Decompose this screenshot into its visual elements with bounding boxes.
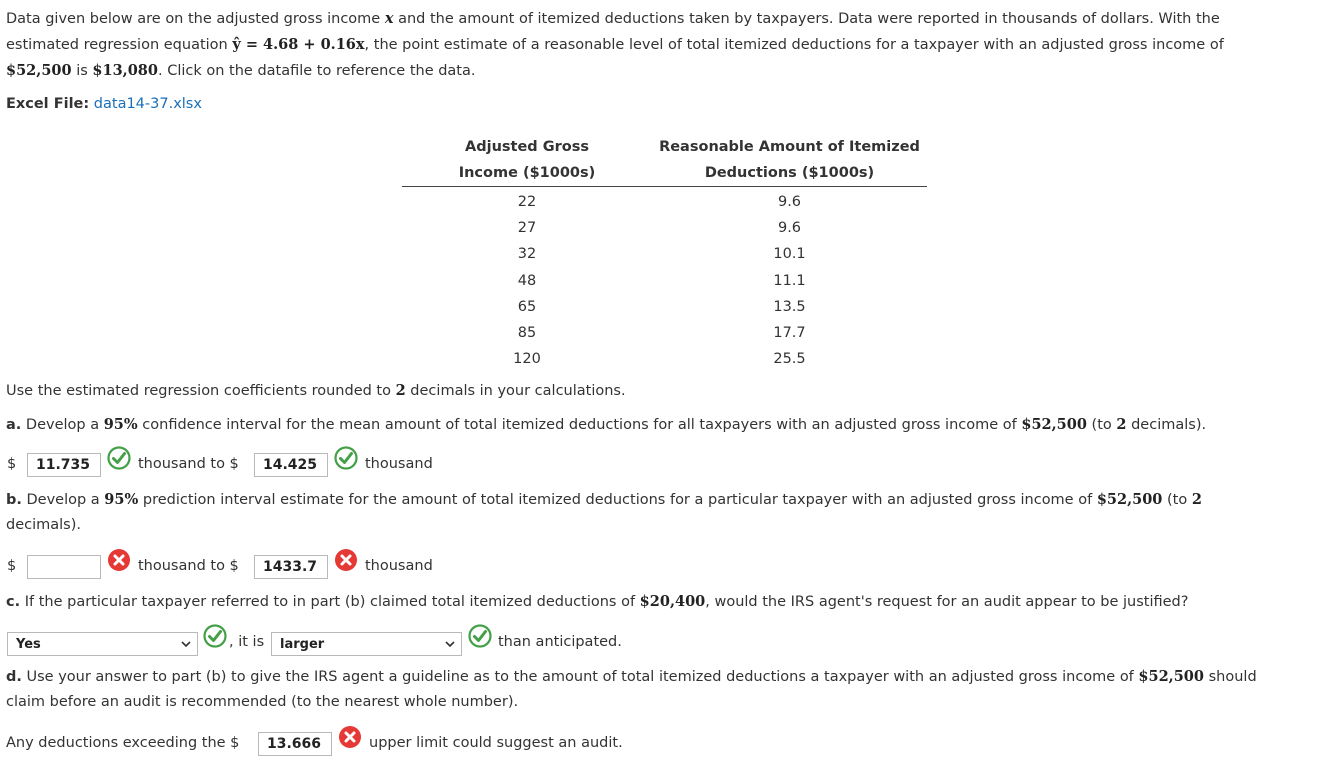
part-a-question xyxy=(6,416,1206,433)
table-cell: 13.5 xyxy=(773,298,806,315)
income-value: $52,500 xyxy=(1021,416,1087,433)
claimed-amount: $20,400 xyxy=(639,593,706,610)
excel-file-line xyxy=(6,96,202,112)
table-cell: 48 xyxy=(517,272,537,289)
select-value: Yes xyxy=(16,637,41,652)
question-text: should xyxy=(1204,669,1257,685)
income-value: $52,500 xyxy=(1096,491,1163,508)
unit-label: thousand xyxy=(365,558,433,574)
table-row xyxy=(402,294,927,320)
incorrect-x-icon xyxy=(338,725,362,749)
upper-limit-label: upper limit could suggest an audit. xyxy=(369,735,623,751)
to-label: thousand to $ xyxy=(138,558,239,574)
correct-check-icon xyxy=(203,624,227,648)
excel-file-label: Excel File: xyxy=(6,96,90,112)
table-cell: 32 xyxy=(517,246,537,263)
note-text: decimals in your calculations. xyxy=(405,383,626,399)
dollar-sign: $ xyxy=(7,456,17,472)
question-text: Develop a xyxy=(21,492,105,508)
intro-text: , the point estimate of a reasonable level of total itemized deductions for a taxpayer with an adjusted gross income of xyxy=(364,37,1224,53)
intro-line-3 xyxy=(6,62,476,79)
col1-header-line1: Adjusted Gross xyxy=(465,139,589,155)
incorrect-x-icon xyxy=(334,548,358,572)
comparison-select[interactable] xyxy=(271,632,462,656)
part-d-label: d. xyxy=(6,669,22,685)
than-anticipated-label: than anticipated. xyxy=(498,634,622,650)
decimals-value: 2 xyxy=(1191,491,1202,508)
question-text: decimals). xyxy=(1126,417,1207,433)
table-cell: 25.5 xyxy=(773,351,806,368)
pi-upper-input[interactable]: 1433.7 xyxy=(254,555,328,579)
incorrect-x-icon xyxy=(107,548,131,572)
to-label: thousand to $ xyxy=(138,456,239,472)
question-text: confidence interval for the mean amount of total itemized deductions for all taxpayers with an adjusted gross income of xyxy=(137,417,1022,433)
intro-line-1 xyxy=(6,10,1220,27)
part-c-question xyxy=(6,593,1188,610)
question-text: claim before an audit is recommended (to the nearest whole number). xyxy=(6,694,519,710)
confidence-level: 95% xyxy=(103,416,138,433)
select-value: larger xyxy=(280,637,325,652)
deductions-exceeding-label: Any deductions exceeding the $ xyxy=(6,735,240,751)
table-cell: 22 xyxy=(517,194,537,210)
regression-equation: ŷ = 4.68 + 0.16x xyxy=(232,36,365,53)
question-text: Develop a xyxy=(21,417,104,433)
confidence-level: 95% xyxy=(104,491,139,508)
question-text: If the particular taxpayer referred to in part (b) claimed total itemized deductions of xyxy=(20,594,640,610)
unit-label: thousand xyxy=(365,456,433,472)
note-text: Use the estimated regression coefficients rounded to xyxy=(6,383,396,399)
question-text: prediction interval estimate for the amount of total itemized deductions for a particular taxpayer with an adjusted gross income of xyxy=(138,492,1097,508)
question-text: Use your answer to part (b) to give the IRS agent a guideline as to the amount of total itemized deductions a taxpayer with an adjusted gross income of xyxy=(21,669,1139,685)
intro-text: and the amount of itemized deductions taken by taxpayers. Data were reported in thousands of dollars. With the xyxy=(393,11,1220,27)
intro-text: . Click on the datafile to reference the data. xyxy=(158,63,476,79)
correct-check-icon xyxy=(334,446,358,470)
table-row xyxy=(402,187,927,216)
table-row xyxy=(402,241,927,267)
note-decimals: 2 xyxy=(395,382,406,399)
audit-threshold-input[interactable]: 13.666 xyxy=(258,732,332,756)
income-value: $52,500 xyxy=(6,62,72,79)
table-cell: 9.6 xyxy=(777,220,802,237)
question-text: , would the IRS agent's request for an audit appear to be justified? xyxy=(705,594,1189,610)
table-cell: 17.7 xyxy=(773,325,806,342)
estimate-value: $13,080 xyxy=(92,62,158,79)
chevron-down-icon xyxy=(181,640,191,648)
it-is-label: , it is xyxy=(229,634,265,650)
part-c-label: c. xyxy=(6,594,21,610)
intro-text: Data given below are on the adjusted gross income xyxy=(6,11,385,27)
table-row xyxy=(402,268,927,294)
part-d-question xyxy=(6,668,1257,685)
table-row xyxy=(402,320,927,346)
correct-check-icon xyxy=(468,624,492,648)
ci-lower-input[interactable]: 11.735 xyxy=(27,453,101,477)
col2-header-line1: Reasonable Amount of Itemized xyxy=(659,139,920,155)
decimals-value: 2 xyxy=(1116,416,1127,433)
intro-line-2 xyxy=(6,36,1224,53)
ci-upper-input[interactable]: 14.425 xyxy=(254,453,328,477)
dollar-sign: $ xyxy=(7,558,17,574)
table-cell: 85 xyxy=(517,325,537,342)
intro-text: is xyxy=(71,63,93,79)
question-text: (to xyxy=(1086,417,1117,433)
part-b-label: b. xyxy=(6,492,22,508)
question-text: (to xyxy=(1162,492,1192,508)
table-row xyxy=(402,215,927,241)
table-cell: 9.6 xyxy=(777,194,802,210)
x-variable: x xyxy=(384,10,394,27)
excel-file-link[interactable]: data14-37.xlsx xyxy=(93,96,202,112)
table-cell: 11.1 xyxy=(773,272,806,289)
rounding-note xyxy=(6,382,626,399)
part-b-question xyxy=(6,491,1202,508)
question-text: decimals). xyxy=(6,517,81,533)
income-value: $52,500 xyxy=(1138,668,1204,685)
table-row xyxy=(402,346,927,372)
table-cell: 65 xyxy=(517,298,537,315)
part-a-label: a. xyxy=(6,417,22,433)
intro-text: estimated regression equation xyxy=(6,37,233,53)
table-cell: 120 xyxy=(513,351,541,368)
col2-header-line2: Deductions ($1000s) xyxy=(652,160,927,187)
audit-justified-select[interactable] xyxy=(7,632,198,656)
table-cell: 27 xyxy=(517,220,537,237)
col1-header-line2: Income ($1000s) xyxy=(402,160,652,187)
table-cell: 10.1 xyxy=(773,246,806,263)
chevron-down-icon xyxy=(445,640,455,648)
correct-check-icon xyxy=(107,446,131,470)
data-table xyxy=(402,134,927,372)
pi-lower-input[interactable] xyxy=(27,555,101,579)
